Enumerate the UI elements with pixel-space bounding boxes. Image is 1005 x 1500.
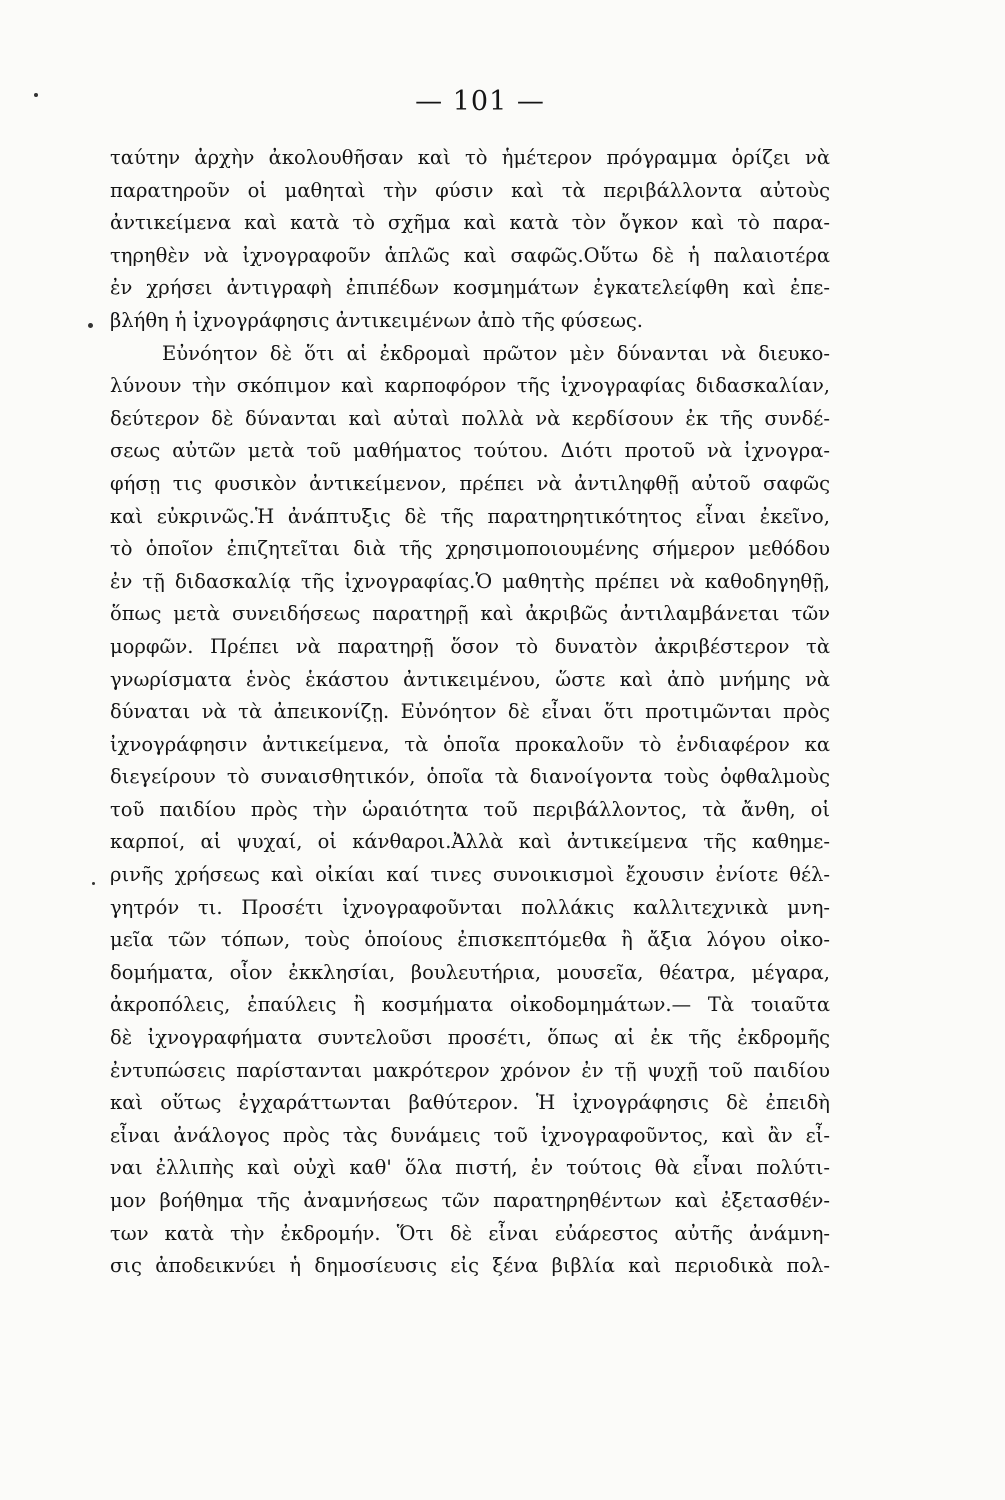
paper-speck xyxy=(88,323,93,328)
text-line: ἐντυπώσεις παρίστανται μακρότερον χρόνον ἐν τῇ ψυχῇ τοῦ παιδίου xyxy=(110,1058,830,1082)
text-line: μεῖα τῶν τόπων, τοὺς ὁποίους ἐπισκεπτόμεθα ἢ ἄξια λόγου οἰκο- xyxy=(110,928,830,952)
text-line: εἶναι ἀνάλογος πρὸς τὰς δυνάμεις τοῦ ἰχνογραφοῦντος, καὶ ἂν εἶ- xyxy=(110,1123,830,1147)
body-text xyxy=(110,142,830,1283)
text-line: παρατηροῦν οἱ μαθηταὶ τὴν φύσιν καὶ τὰ περιβάλλοντα αὐτοὺς xyxy=(110,178,830,202)
text-line: σις ἀποδεικνύει ἡ δημοσίευσις εἰς ξένα βιβλία καὶ περιοδικὰ πολ- xyxy=(110,1254,830,1278)
text-line: φήσῃ τις φυσικὸν ἀντικείμενον, πρέπει νὰ ἀντιληφθῇ αὐτοῦ σαφῶς xyxy=(110,471,830,495)
text-line: μορφῶν. Πρέπει νὰ παρατηρῇ ὅσον τὸ δυνατὸν ἀκριβέστερον τὰ xyxy=(110,634,830,658)
text-line: γητρόν τι. Προσέτι ἰχνογραφοῦνται πολλάκις καλλιτεχνικὰ μνη- xyxy=(110,895,830,919)
text-line: καὶ εὐκρινῶς.Ἡ ἀνάπτυξις δὲ τῆς παρατηρητικότητος εἶναι ἐκεῖνο, xyxy=(110,504,830,528)
text-line: ναι ἐλλιπὴς καὶ οὐχὶ καθ' ὅλα πιστή, ἐν τούτοις θὰ εἶναι πολύτι- xyxy=(110,1156,830,1180)
text-line: ἐν χρήσει ἀντιγραφὴ ἐπιπέδων κοσμημάτων ἐγκατελείφθη καὶ ἐπε- xyxy=(110,276,830,300)
text-line: τηρηθὲν νὰ ἰχνογραφοῦν ἁπλῶς καὶ σαφῶς.Οὕτω δὲ ἡ παλαιοτέρα xyxy=(110,243,830,267)
paper-speck xyxy=(34,93,38,97)
text-line: δομήματα, οἷον ἐκκλησίαι, βουλευτήρια, μουσεῖα, θέατρα, μέγαρα, xyxy=(110,960,830,984)
text-line: καὶ οὕτως ἐγχαράττωνται βαθύτερον. Ἡ ἰχνογράφησις δὲ ἐπειδὴ xyxy=(110,1091,830,1115)
text-line: τὸ ὁποῖον ἐπιζητεῖται διὰ τῆς χρησιμοποιουμένης σήμερον μεθόδου xyxy=(110,537,830,561)
text-line: ἐν τῇ διδασκαλίᾳ τῆς ἰχνογραφίας.Ὁ μαθητὴς πρέπει νὰ καθοδηγηθῇ, xyxy=(110,569,830,593)
page-number: — 101 — xyxy=(415,86,545,117)
text-line: γνωρίσματα ἑνὸς ἑκάστου ἀντικειμένου, ὥστε καὶ ἀπὸ μνήμης νὰ xyxy=(110,667,830,691)
text-line: βλήθη ἡ ἰχνογράφησις ἀντικειμένων ἀπὸ τῆς φύσεως. xyxy=(110,308,644,332)
text-line: ὅπως μετὰ συνειδήσεως παρατηρῇ καὶ ἀκριβῶς ἀντιλαμβάνεται τῶν xyxy=(110,602,830,626)
text-line: ἀκροπόλεις, ἐπαύλεις ἢ κοσμήματα οἰκοδομημάτων.— Τὰ τοιαῦτα xyxy=(110,993,830,1017)
text-line: καρποί, αἱ ψυχαί, οἱ κάνθαροι.Ἀλλὰ καὶ ἀντικείμενα τῆς καθημε- xyxy=(110,830,830,854)
text-line: των κατὰ τὴν ἐκδρομήν. Ὅτι δὲ εἶναι εὐάρεστος αὐτῆς ἀνάμνη- xyxy=(110,1221,830,1245)
paragraph-start-line: Εὐνόητον δὲ ὅτι αἱ ἐκδρομαὶ πρῶτον μὲν δύνανται νὰ διευκο- xyxy=(162,341,830,365)
text-line: ἀντικείμενα καὶ κατὰ τὸ σχῆμα καὶ κατὰ τὸν ὄγκον καὶ τὸ παρα- xyxy=(110,211,830,235)
text-line: δεύτερον δὲ δύνανται καὶ αὐταὶ πολλὰ νὰ κερδίσουν ἐκ τῆς συνδέ- xyxy=(110,406,830,430)
text-line: ρινῆς χρήσεως καὶ οἰκίαι καί τινες συνοικισμοὶ ἔχουσιν ἐνίοτε θέλ- xyxy=(110,863,830,887)
paper-speck xyxy=(92,882,95,885)
text-line: ἰχνογράφησιν ἀντικείμενα, τὰ ὁποῖα προκαλοῦν τὸ ἐνδιαφέρον κα xyxy=(110,732,830,756)
text-line: ταύτην ἀρχὴν ἀκολουθῆσαν καὶ τὸ ἡμέτερον πρόγραμμα ὁρίζει νὰ xyxy=(110,146,830,169)
text-line: τοῦ παιδίου πρὸς τὴν ὡραιότητα τοῦ περιβάλλοντος, τὰ ἄνθη, οἱ xyxy=(110,797,830,821)
text-line: μον βοήθημα τῆς ἀναμνήσεως τῶν παρατηρηθέντων καὶ ἐξετασθέν- xyxy=(110,1189,830,1212)
text-line: δὲ ἰχνογραφήματα συντελοῦσι προσέτι, ὅπως αἱ ἐκ τῆς ἐκδρομῆς xyxy=(110,1026,830,1050)
text-line: λύνουν τὴν σκόπιμον καὶ καρποφόρον τῆς ἰχνογραφίας διδασκαλίαν, xyxy=(110,374,830,398)
text-line: σεως αὐτῶν μετὰ τοῦ μαθήματος τούτου. Διότι προτοῦ νὰ ἰχνογρα- xyxy=(110,439,830,463)
text-line: διεγείρουν τὸ συναισθητικόν, ὁποῖα τὰ διανοίγοντα τοὺς ὀφθαλμοὺς xyxy=(110,765,830,789)
text-line: δύναται νὰ τὰ ἀπεικονίζῃ. Εὐνόητον δὲ εἶναι ὅτι προτιμῶνται πρὸς xyxy=(110,700,830,724)
